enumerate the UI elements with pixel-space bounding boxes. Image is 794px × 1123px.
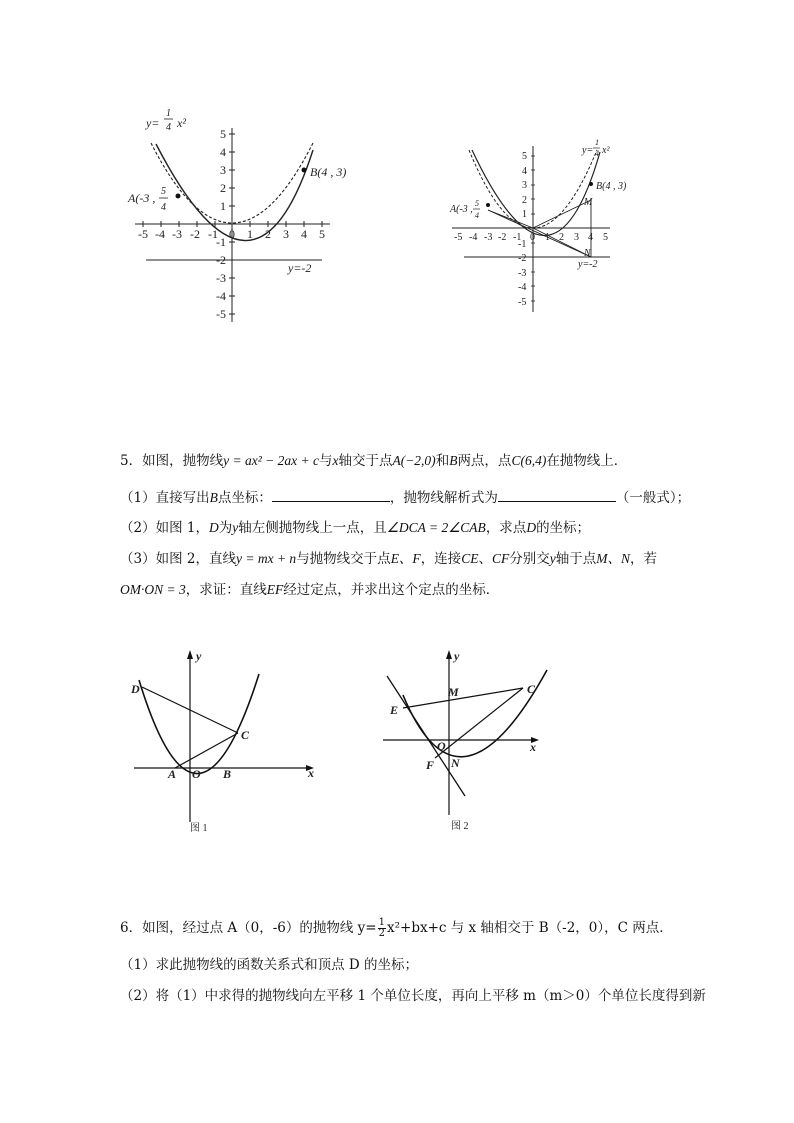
answer-blank-expression[interactable] (498, 489, 616, 502)
figure-2 (375, 640, 565, 840)
q5-text: 、 (478, 551, 492, 567)
point-o-label: O (437, 739, 446, 753)
q5-math: E、F (390, 551, 421, 566)
q5-line-1 (120, 451, 627, 471)
point-f-label: F (426, 758, 435, 772)
y-tick-label: -1 (216, 235, 226, 249)
q5-math: D (526, 520, 537, 535)
x-tick-label: -1 (208, 227, 218, 241)
q5-text: ，求证：直线 (185, 582, 267, 598)
x-tick-label: 4 (588, 232, 593, 243)
y-tick-label: 2 (220, 181, 226, 195)
solid-parabola (472, 150, 600, 236)
point-o-label: O (192, 767, 201, 781)
q6-text: 6．如图，经过点 A（0，-6）的抛物线 y= (120, 920, 377, 936)
x-tick-label: -4 (469, 232, 478, 243)
q5-text: 与 (318, 453, 333, 469)
x-tick-label: 1 (247, 227, 253, 241)
q5-text: （一般式）； (615, 490, 691, 506)
q6-line-3 (120, 986, 706, 1006)
q5-math: x (332, 453, 339, 468)
parabola (139, 674, 259, 774)
q5-text: 5．如图，抛物线 (120, 453, 224, 469)
q6-text: （1）求此抛物线的函数关系式和顶点 D 的坐标； (120, 957, 418, 973)
point-a-den: 4 (161, 202, 166, 213)
q5-text: （2）如图 1， (120, 520, 209, 536)
q5-text: 轴左侧抛物线上一点，且 (238, 520, 387, 536)
q5-text: ，抛物线解析式为 (389, 490, 498, 506)
segment-ec (403, 688, 523, 708)
curve-label-prefix: y= (146, 116, 160, 130)
y-tick-label: 2 (522, 195, 527, 206)
point-c-label: C (527, 682, 536, 696)
x-tick-label: 1 (545, 232, 550, 243)
x-tick-label: -4 (155, 227, 165, 241)
q5-text: ，连接 (420, 551, 462, 567)
y-axis-arrow (187, 650, 193, 659)
point-m-label: M (448, 685, 459, 699)
q5-line-5 (120, 580, 499, 600)
figure-parabola-left (0, 0, 400, 340)
x-tick-label: 2 (265, 227, 271, 241)
q5-text: （3）如图 2，直线 (120, 551, 236, 567)
parabola (403, 670, 547, 757)
curve-label-prefix: y= (582, 145, 594, 156)
q5-math: CE (461, 551, 479, 566)
q6-line-1 (120, 918, 673, 939)
q6-frac-den: 2 (378, 928, 385, 939)
q6-text: （2）将（1）中求得的抛物线向左平移 1 个单位长度，再向上平移 m（m＞0）个单位长度得到新 (120, 988, 706, 1004)
point-a-dot (486, 203, 490, 207)
q5-text: 轴交于点 (338, 453, 393, 469)
directrix-label: y=-2 (288, 261, 312, 275)
x-tick-label: 0 (229, 227, 235, 241)
point-b-label: B(4 , 3) (596, 181, 627, 192)
q5-math: EF (266, 582, 284, 597)
point-a-num: 5 (161, 186, 166, 197)
y-tick-label: 3 (522, 180, 527, 191)
point-e-label: E (390, 703, 399, 717)
q5-text: 经过定点，并求出这个定点的坐标． (283, 582, 500, 598)
axis-y-label: y (454, 649, 460, 663)
y-tick-label: -2 (518, 253, 527, 264)
point-a-num: 5 (475, 199, 479, 208)
q5-text: 的坐标； (536, 520, 591, 536)
answer-blank-b[interactable] (272, 489, 390, 502)
q5-text: 为 (218, 520, 233, 536)
axis-y-label: y (196, 649, 202, 663)
x-tick-label: -5 (138, 227, 148, 241)
figure-1-caption: 图 1 (190, 823, 208, 834)
q5-math: CF (491, 551, 510, 566)
curve-label-num: 1 (166, 108, 171, 119)
y-tick-label: 1 (220, 199, 226, 213)
q5-math: B (449, 453, 458, 468)
point-a-den: 4 (475, 211, 479, 220)
q6-line-2 (120, 955, 418, 975)
q6-frac-num: 1 (378, 917, 385, 928)
x-tick-label: -5 (454, 232, 463, 243)
point-a-dot (176, 194, 181, 199)
x-tick-label: 0 (530, 232, 535, 243)
y-tick-label: -3 (216, 271, 226, 285)
q5-text: （1）直接写出 (120, 490, 210, 506)
q5-line-4 (120, 549, 657, 569)
figure-parabola-right (400, 0, 794, 340)
x-tick-label: -3 (172, 227, 182, 241)
point-a-label: A(-3 , (450, 204, 473, 215)
axis-x-label: x (308, 766, 314, 780)
point-b-label: B(4 , 3) (310, 165, 347, 179)
q6-fraction (378, 918, 386, 939)
q5-text: 分别交 (509, 551, 550, 567)
y-tick-label: 4 (522, 166, 527, 177)
q5-text: 和 (435, 453, 450, 469)
y-tick-label: -5 (518, 297, 527, 308)
curve-label-suffix: x² (177, 116, 186, 130)
y-tick-label: 4 (220, 145, 226, 159)
q5-math: M、N (596, 551, 630, 566)
q5-math: D (208, 520, 219, 535)
q5-text: 在抛物线上． (546, 453, 628, 469)
q5-math: y (232, 520, 239, 535)
point-c-label: C (241, 728, 250, 742)
segment-ac (175, 733, 238, 768)
q5-text: ，求点 (485, 520, 527, 536)
q5-line-2 (120, 488, 690, 508)
x-tick-label: 5 (319, 227, 325, 241)
q5-math: OM·ON = 3 (120, 582, 186, 597)
point-b-label: B (223, 767, 232, 781)
figure-2-caption: 图 2 (451, 821, 469, 832)
q5-math: y (549, 551, 556, 566)
axis-x-label: x (530, 740, 536, 754)
point-d-label: D (131, 682, 140, 696)
y-tick-label: -4 (216, 289, 226, 303)
q6-text: x²+bx+c 与 x 轴相交于 B（-2，0），C 两点． (386, 920, 673, 936)
q5-math: y = mx + n (235, 551, 297, 566)
x-tick-label: 4 (301, 227, 307, 241)
point-m-label: M (584, 197, 593, 208)
y-tick-label: -3 (518, 268, 527, 279)
x-tick-label: 2 (559, 232, 564, 243)
q5-text: 轴于点 (555, 551, 597, 567)
q5-math: y = ax² − 2ax + c (223, 453, 319, 468)
y-tick-label: 1 (522, 209, 527, 220)
point-a-label: A(-3 , (128, 191, 156, 205)
y-tick-label: -1 (518, 239, 527, 250)
y-tick-label: -4 (518, 282, 527, 293)
y-tick-label: -5 (216, 307, 226, 321)
q5-math: B (209, 490, 218, 505)
point-n-label: N (451, 756, 460, 770)
q5-text: 两点，点 (457, 453, 512, 469)
x-tick-label: -1 (513, 232, 522, 243)
point-n-label: N (584, 248, 591, 259)
x-tick-label: 5 (603, 232, 608, 243)
figure-1 (120, 640, 340, 840)
y-axis-arrow (446, 650, 452, 659)
curve-label-num: 1 (595, 138, 599, 147)
point-a-label: A (168, 767, 177, 781)
q5-math: A(−2,0) (392, 453, 436, 468)
q5-text: 与抛物线交于点 (296, 551, 391, 567)
q5-math: C(6,4) (511, 453, 547, 468)
point-b-dot (589, 182, 593, 186)
curve-label-suffix: x² (602, 145, 610, 156)
x-tick-label: -2 (190, 227, 200, 241)
curve-label-den: 4 (166, 122, 171, 133)
q5-math: ∠DCA = 2∠CAB (386, 520, 486, 535)
y-tick-label: 5 (522, 151, 527, 162)
y-tick-label: 3 (220, 163, 226, 177)
q5-text: 点坐标： (217, 490, 272, 506)
x-tick-label: 3 (283, 227, 289, 241)
x-tick-label: -2 (498, 232, 507, 243)
q5-text: ，若 (629, 551, 657, 567)
y-tick-label: -2 (216, 253, 226, 267)
directrix-label: y=-2 (578, 259, 598, 270)
curve-label-den: 4 (595, 149, 599, 158)
point-b-dot (302, 168, 307, 173)
x-tick-label: 3 (574, 232, 579, 243)
x-tick-label: -3 (484, 232, 493, 243)
q5-line-3 (120, 518, 590, 538)
y-tick-label: 5 (220, 127, 226, 141)
